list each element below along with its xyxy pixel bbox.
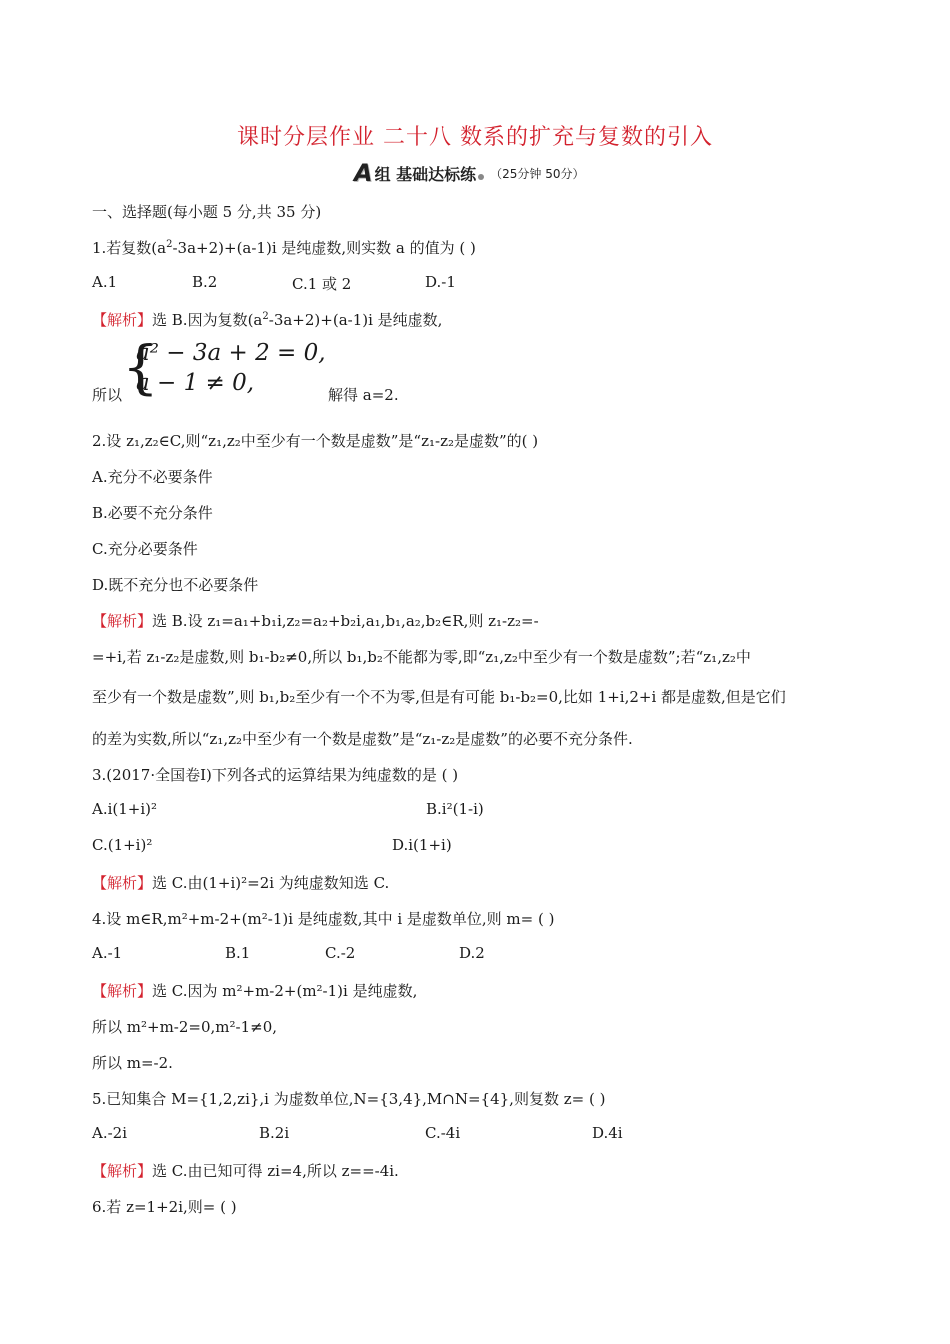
q2-answer-line-1: [92, 610, 539, 631]
q5-option-c: C.-4i: [425, 1124, 461, 1142]
q4-option-a: A.-1: [92, 944, 123, 962]
q3-answer: [92, 872, 389, 893]
group-letter: A: [354, 159, 373, 187]
answer-tag: 【解析】: [92, 1162, 153, 1180]
group-name: 组 基础达标练: [374, 164, 477, 184]
q2-option-b: B.必要不充分条件: [92, 504, 213, 522]
q1-suoyi: 所以: [92, 386, 123, 404]
q4-option-b: B.1: [225, 944, 251, 962]
page-title: 课时分层作业 二十八 数系的扩充与复数的引入: [237, 125, 713, 150]
q3-stem: 3.(2017·全国卷Ⅰ)下列各式的运算结果为纯虚数的是 ( ): [92, 766, 459, 784]
q4-answer-text-1: 选 C.因为 m²+m-2+(m²-1)i 是纯虚数,: [152, 982, 418, 1000]
q1-solve: 解得 a=2.: [328, 386, 399, 404]
q3-option-c: C.(1+i)²: [92, 836, 153, 854]
q3-answer-text: 选 C.由(1+i)²=2i 为纯虚数知选 C.: [152, 874, 390, 892]
q5-stem: 5.已知集合 M={1,2,zi},i 为虚数单位,N={3,4},M∩N={4},则复数 z= ( ): [92, 1090, 606, 1108]
q2-answer-text-1: 选 B.设 z₁=a₁+b₁i,z₂=a₂+b₂i,a₁,b₁,a₂,b₂∈R,则 z₁-z₂=-: [152, 612, 539, 630]
q1-option-a: A.1: [92, 273, 118, 291]
badge-dot-icon: [478, 174, 484, 180]
q4-option-d: D.2: [459, 944, 485, 962]
q5-option-a: A.-2i: [92, 1124, 128, 1142]
q2-stem: 2.设 z₁,z₂∈C,则“z₁,z₂中至少有一个数是虚数”是“z₁-z₂是虚数”的( ): [92, 432, 539, 450]
equation-row-1: a² − 3a + 2 = 0,: [136, 340, 326, 366]
q1-stem-mid: -3a+2)+(a-1)i 是纯虚数,则实数 a 的值为 ( ): [172, 239, 476, 257]
group-badge: [354, 160, 585, 186]
q4-answer-line-1: [92, 980, 417, 1001]
q6-stem: 6.若 z=1+2i,则= ( ): [92, 1198, 237, 1216]
q2-answer-line-2: =+i,若 z₁-z₂是虚数,则 b₁-b₂≠0,所以 b₁,b₂不能都为零,即“z₁,z₂中至少有一个数是虚数”;若“z₁,z₂中: [92, 648, 751, 666]
q3-option-a: A.i(1+i)²: [92, 800, 158, 818]
answer-tag: 【解析】: [92, 311, 153, 329]
brace-icon: {: [122, 333, 159, 401]
section-heading: 一、选择题(每小题 5 分,共 35 分): [92, 203, 322, 221]
q1-option-b: B.2: [192, 273, 218, 291]
q1-stem-pre: 1.若复数(a: [92, 239, 167, 257]
q1-option-c: C.1 或 2: [292, 275, 352, 293]
q3-option-d: D.i(1+i): [392, 836, 452, 854]
answer-tag: 【解析】: [92, 982, 153, 1000]
answer-tag: 【解析】: [92, 612, 153, 630]
q4-stem: 4.设 m∈R,m²+m-2+(m²-1)i 是纯虚数,其中 i 是虚数单位,则 m= ( ): [92, 910, 555, 928]
answer-tag: 【解析】: [92, 874, 153, 892]
q3-option-b: B.i²(1-i): [426, 800, 484, 818]
q5-answer: [92, 1160, 399, 1181]
q2-answer-line-4: 的差为实数,所以“z₁,z₂中至少有一个数是虚数”是“z₁-z₂是虚数”的必要不充分条件.: [92, 730, 633, 748]
q5-answer-text: 选 C.由已知可得 zi=4,所以 z==-4i.: [152, 1162, 399, 1180]
q2-answer-line-3: 至少有一个数是虚数”,则 b₁,b₂至少有一个不为零,但是有可能 b₁-b₂=0,比如 1+i,2+i 都是虚数,但是它们: [92, 688, 786, 706]
q2-option-a: A.充分不必要条件: [92, 468, 213, 486]
q1-answer-post: -3a+2)+(a-1)i 是纯虚数,: [268, 311, 443, 329]
q5-option-d: D.4i: [592, 1124, 623, 1142]
q1-answer-pre: 选 B.因为复数(a: [152, 311, 263, 329]
q1-option-d: D.-1: [425, 273, 456, 291]
group-time: （25分钟 50分）: [490, 166, 585, 181]
q2-option-d: D.既不充分也不必要条件: [92, 576, 259, 594]
q4-option-c: C.-2: [325, 944, 356, 962]
q2-option-c: C.充分必要条件: [92, 540, 198, 558]
q4-answer-line-3: 所以 m=-2.: [92, 1054, 173, 1072]
q4-answer-line-2: 所以 m²+m-2=0,m²-1≠0,: [92, 1018, 278, 1036]
q1-stem: 1.若复数$(a^2-3a+2)+(a-1)i$ 是纯虚数,则实数 a 的值为 ( ): [92, 239, 476, 257]
equation-row-2: a − 1 ≠ 0,: [136, 370, 255, 396]
q5-option-b: B.2i: [259, 1124, 290, 1142]
q1-answer: 【解析】选 B.因为复数$(a^2-3a+2)+(a-1)i$ 是纯虚数,: [92, 311, 443, 329]
